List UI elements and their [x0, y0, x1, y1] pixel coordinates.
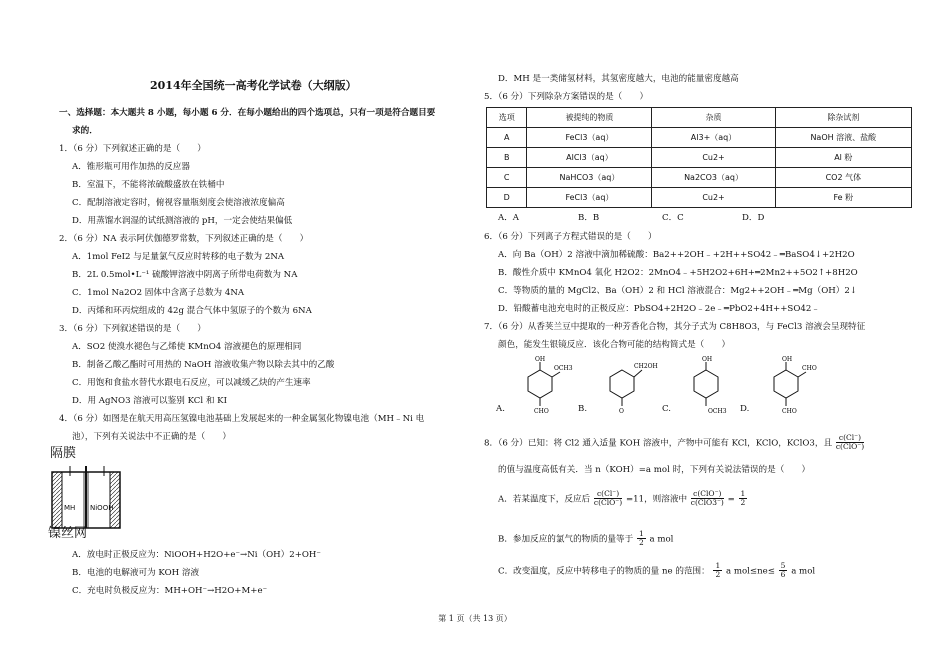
q6-option-d: D．铅酸蓄电池充电时的正极反应：PbSO4+2H2O﹣2e﹣═PbO2+4H++SO42﹣: [498, 304, 820, 314]
table-cell: NaOH 溶液、盐酸: [775, 128, 911, 148]
q8-a-text: A．若某温度下，反应后: [498, 494, 591, 505]
group-och3-c: OCH3: [708, 408, 727, 415]
section-heading: 一、选择题：本大题共 8 小题，每小题 6 分．在每小题给出的四个选项总，只有一项是符合题目要: [59, 108, 436, 118]
q4-stem: 4．（6 分）如图是在航天用高压氢镍电池基础上发展起来的一种金属氢化物镍电池（MH﹣Ni 电: [59, 414, 425, 424]
frac-num: 1: [740, 489, 746, 498]
table-cell: Al3+（aq）: [652, 128, 775, 148]
q5-table: [486, 107, 912, 208]
q8-stem: [484, 434, 865, 452]
table-cell: CO2 气体: [775, 168, 911, 188]
q8-c-frac1: [713, 562, 722, 580]
frac-den: c(ClO3⁻): [690, 498, 724, 508]
q8-b-frac: [637, 530, 646, 548]
group-cho-d: CHO: [802, 365, 817, 372]
q8-c-mid: a mol≤ne≤: [725, 566, 775, 577]
table-header: 选项: [487, 108, 527, 128]
structure-d: [756, 356, 816, 416]
frac-num: c(ClO⁻): [691, 490, 724, 499]
table-cell: Al 粉: [775, 148, 911, 168]
q2-option-b: B．2L 0.5mol•L⁻¹ 硫酸钾溶液中阴离子所带电荷数为 NA: [72, 270, 298, 280]
table-cell: Cu2+: [652, 148, 775, 168]
q4-option-c: C．充电时负极反应为：MH+OH⁻→H2O+M+e⁻: [72, 586, 268, 596]
table-cell: NaHCO3（aq）: [527, 168, 652, 188]
q3-option-a: A．SO2 使溴水褪色与乙烯使 KMnO4 溶液褪色的原理相同: [72, 342, 302, 352]
svg-text:OH: OH: [782, 356, 793, 363]
table-cell: Cu2+: [652, 188, 775, 208]
q8-option-b: [498, 530, 673, 548]
q8-a-mid: =11，则溶液中: [625, 494, 688, 505]
q4-option-d: D．MH 是一类储氢材料，其氢密度越大，电池的能量密度越高: [498, 74, 739, 84]
structure-c: [676, 356, 736, 416]
q3-option-c: C．用饱和食盐水替代水跟电石反应，可以减缓乙炔的产生速率: [72, 378, 311, 388]
q6-option-a: A．向 Ba（OH）2 溶液中滴加稀硫酸：Ba2++2OH﹣+2H++SO42﹣═BaSO4↓+2H2O: [498, 250, 855, 260]
q8-b-post: a mol: [649, 534, 674, 545]
q5-stem: 5．（6 分）下列除杂方案错误的是（ ）: [484, 92, 649, 102]
q1-option-b: B．室温下，不能将浓硫酸盛放在铁桶中: [72, 180, 225, 190]
q2-option-d: D．丙烯和环丙烷组成的 42g 混合气体中氢原子的个数为 6NA: [72, 306, 312, 316]
q1-stem: 1．（6 分）下列叙述正确的是（ ）: [59, 144, 206, 154]
table-cell: Fe 粉: [775, 188, 911, 208]
structure-b: [592, 356, 658, 416]
frac-den: 6: [780, 570, 786, 580]
q8-stem-text: 8．（6 分）已知：将 Cl2 通入适量 KOH 溶液中，产物中可能有 KCl，KClO，KClO3，且: [484, 438, 833, 449]
group-och3: OCH3: [554, 365, 573, 372]
q8-a-frac1: [594, 490, 622, 508]
table-cell: A: [487, 128, 527, 148]
q8-option-a: [498, 490, 748, 508]
diagram-label-mh: MH: [64, 504, 76, 512]
frac-num: c(Cl⁻): [594, 490, 622, 499]
q7-label-c: C.: [662, 404, 672, 414]
q5-choice-b: B．B: [578, 213, 600, 223]
frac-num: c(Cl⁻): [836, 434, 864, 443]
q7-stem: 7．（6 分）从香荚兰豆中提取的一种芳香化合物，其分子式为 C8H8O3，与 FeCl3 溶液会呈现特征: [484, 322, 866, 332]
q8-c-frac2: [779, 562, 788, 580]
table-cell: FeCl3（aq）: [527, 128, 652, 148]
q6-option-c: C．等物质的量的 MgCl2、Ba（OH）2 和 HCl 溶液混合：Mg2++2OH﹣═Mg（OH）2↓: [498, 286, 857, 296]
q7-label-a: A.: [496, 404, 505, 414]
table-row: [487, 168, 912, 188]
diagram-label-niooh: NiOOH: [90, 504, 114, 512]
group-ch2oh: CH2OH: [634, 363, 658, 370]
section-heading-cont: 求的．: [72, 126, 98, 136]
svg-text:CHO: CHO: [782, 408, 797, 415]
frac-den: 2: [638, 538, 644, 548]
battery-diagram: [48, 446, 126, 541]
q8-stem-cont: 的值与温度高低有关．当 n（KOH）=a mol 时，下列有关说法错误的是（ ）: [498, 465, 811, 475]
table-cell: AlCl3（aq）: [527, 148, 652, 168]
q7-stem-cont: 颜色，能发生银镜反应．该化合物可能的结构简式是（ ）: [498, 340, 731, 350]
group-oh: OH: [535, 356, 546, 363]
q3-option-d: D．用 AgNO3 溶液可以鉴别 KCl 和 KI: [72, 396, 227, 406]
table-header: 被提纯的物质: [527, 108, 652, 128]
frac-num: 5: [780, 561, 786, 570]
q8-c-post: a mol: [791, 566, 816, 577]
q4-option-a: A．放电时正极反应为：NiOOH+H2O+e⁻→Ni（OH）2+OH⁻: [72, 550, 321, 560]
q4-option-b: B．电池的电解液可为 KOH 溶液: [72, 568, 200, 578]
table-header: 杂质: [652, 108, 775, 128]
diagram-label-separator: 隔膜: [50, 446, 77, 461]
svg-text:OH: OH: [702, 356, 713, 363]
table-cell: Na2CO3（aq）: [652, 168, 775, 188]
diagram-label-mesh: 镍丝网: [48, 526, 88, 541]
table-cell: C: [487, 168, 527, 188]
q8-c-text: C．改变温度，反应中转移电子的物质的量 ne 的范围：: [498, 566, 710, 577]
q2-option-c: C．1mol Na2O2 固体中含离子总数为 4NA: [72, 288, 245, 298]
q8-a-frac3: [739, 490, 748, 508]
table-row: [487, 128, 912, 148]
table-cell: B: [487, 148, 527, 168]
q1-option-c: C．配制溶液定容时，俯视容量瓶刻度会使溶液浓度偏高: [72, 198, 285, 208]
q5-choice-a: A．A: [498, 213, 520, 223]
frac-num: 1: [638, 529, 644, 538]
q6-option-b: B．酸性介质中 KMnO4 氧化 H2O2：2MnO4﹣+5H2O2+6H+═2Mn2++5O2↑+8H2O: [498, 268, 858, 278]
q8-a-eq: =: [727, 494, 735, 505]
q7-label-d: D.: [740, 404, 750, 414]
frac-den: 2: [740, 498, 746, 508]
frac-den: c(ClO⁻): [835, 442, 865, 452]
q2-option-a: A．1mol FeI2 与足量氯气反应时转移的电子数为 2NA: [72, 252, 285, 262]
q4-stem-cont: 池），下列有关说法中不正确的是（ ）: [72, 432, 231, 442]
q5-choice-d: D．D: [742, 213, 765, 223]
group-cho: CHO: [534, 408, 549, 415]
table-header: 除杂试剂: [775, 108, 911, 128]
q5-choice-c: C．C: [662, 213, 684, 223]
q3-option-b: B．制备乙酸乙酯时可用热的 NaOH 溶液收集产物以除去其中的乙酸: [72, 360, 335, 370]
svg-text:O: O: [619, 408, 624, 415]
table-cell: FeCl3（aq）: [527, 188, 652, 208]
frac-num: 1: [715, 561, 721, 570]
frac-den: c(ClO⁻): [593, 498, 623, 508]
q8-ratio-fraction: [836, 434, 864, 452]
table-row: [487, 148, 912, 168]
q6-stem: 6．（6 分）下列离子方程式错误的是（ ）: [484, 232, 657, 242]
table-header-row: [487, 108, 912, 128]
q7-label-b: B.: [578, 404, 588, 414]
structure-a: [510, 356, 573, 416]
frac-den: 2: [715, 570, 721, 580]
q8-a-frac2: [691, 490, 724, 508]
q8-option-c: [498, 562, 815, 580]
q2-stem: 2．（6 分）NA 表示阿伏伽德罗常数，下列叙述正确的是（ ）: [59, 234, 309, 244]
q3-stem: 3．（6 分）下列叙述错误的是（ ）: [59, 324, 206, 334]
table-cell: D: [487, 188, 527, 208]
page-footer: 第 1 页（共 13 页）: [438, 614, 512, 623]
q1-option-d: D．用蒸馏水润湿的试纸测溶液的 pH，一定会使结果偏低: [72, 216, 293, 226]
table-row: [487, 188, 912, 208]
page-title: 2014年全国统一高考化学试卷（大纲版）: [150, 79, 357, 92]
q8-b-text: B．参加反应的氯气的物质的量等于: [498, 534, 634, 545]
q1-option-a: A．锥形瓶可用作加热的反应器: [72, 162, 190, 172]
